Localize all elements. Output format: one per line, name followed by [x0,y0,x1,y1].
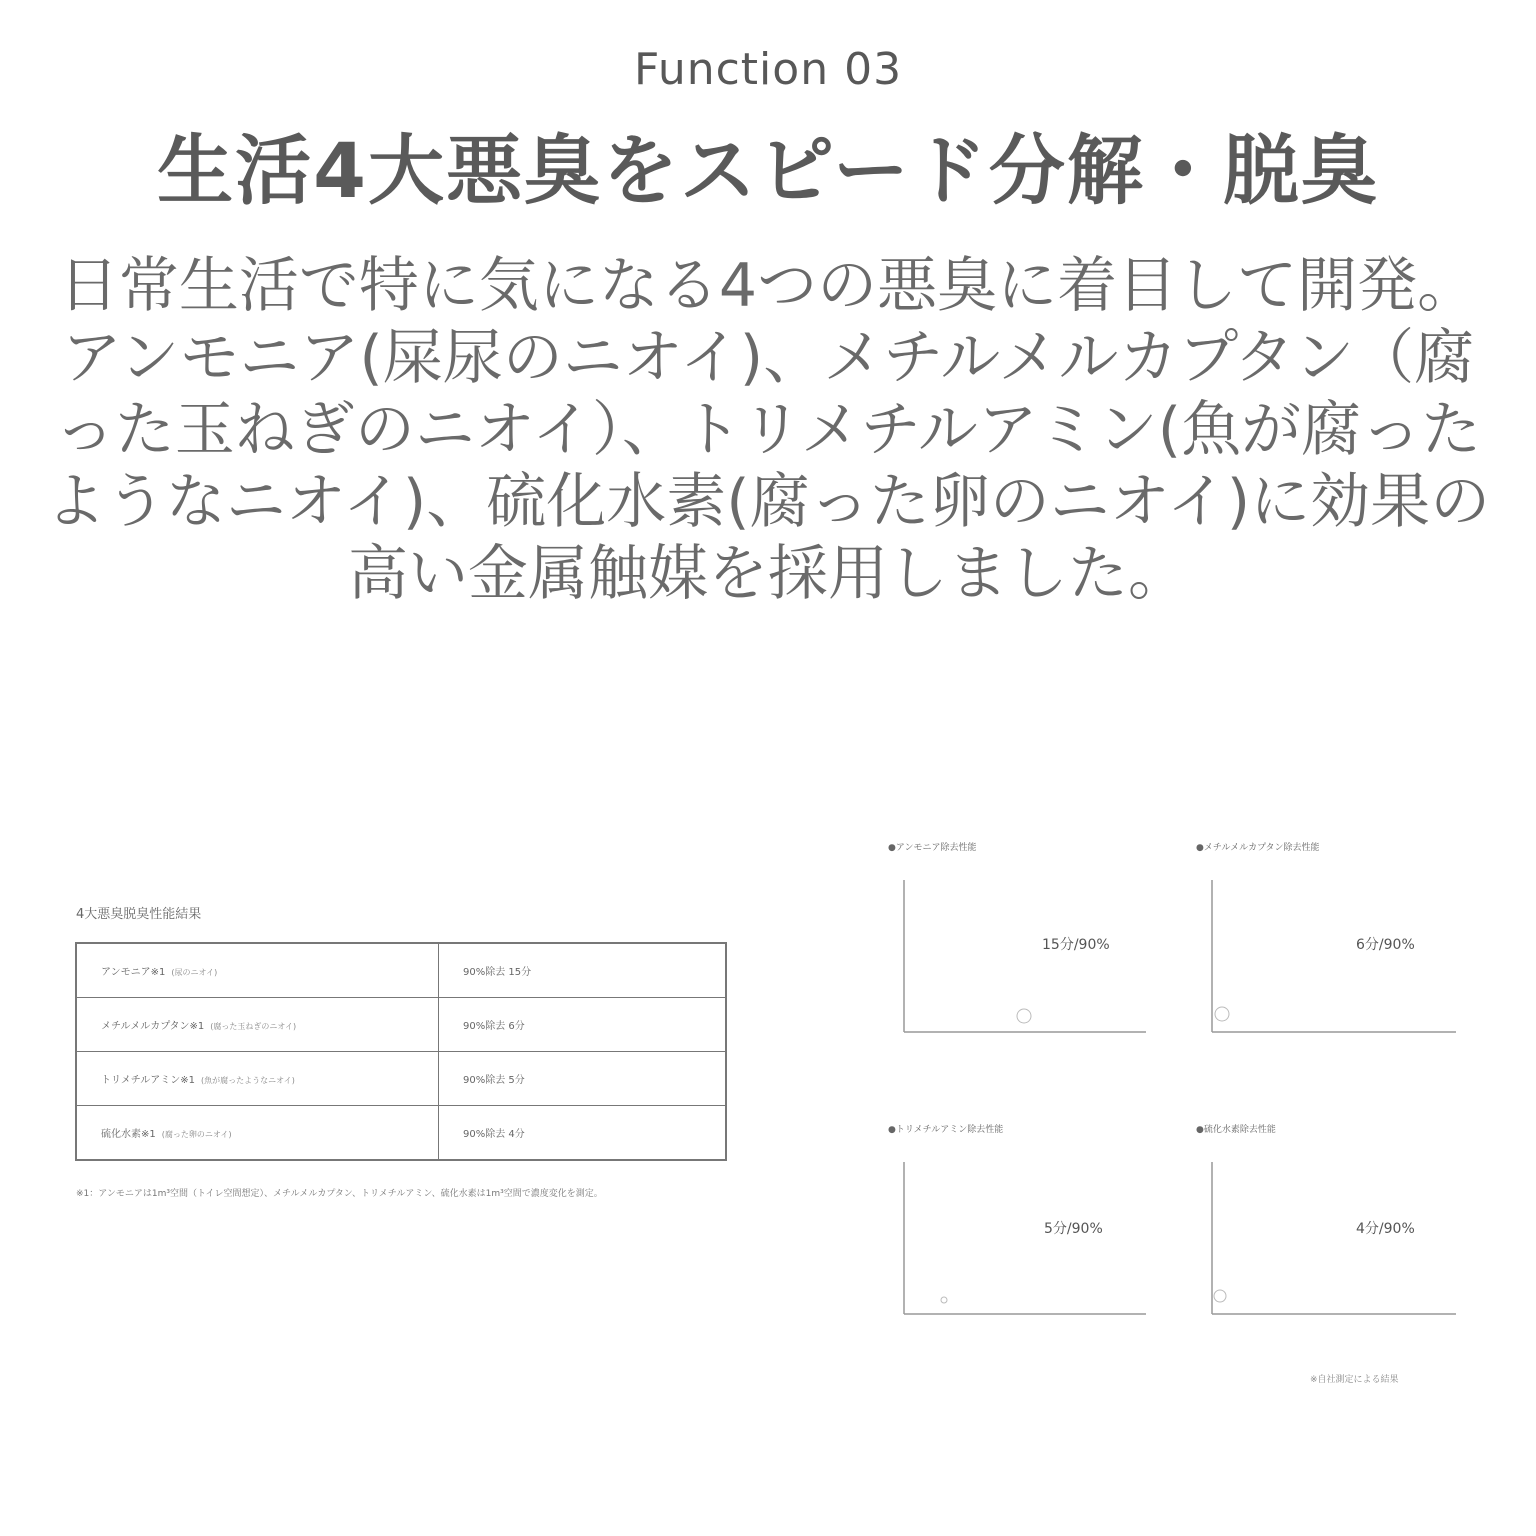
chart-title: ●トリメチルアミン除去性能 [888,1125,1004,1135]
table-row [76,1106,726,1161]
table-cell-name [76,943,439,998]
table-cell-result: 90%除去 4分 [439,1106,727,1161]
odor-note: (尿のニオイ) [171,968,218,977]
chart-value: 5分/90% [1044,1221,1103,1237]
odor-note: (腐った玉ねぎのニオイ) [210,1022,297,1031]
odor-note: (腐った卵のニオイ) [161,1130,232,1139]
chart-value: 6分/90% [1356,937,1415,953]
table-row [76,943,726,998]
odor-name: メチルメルカプタン※1 [101,1021,205,1032]
chart-value: 15分/90% [1042,937,1110,953]
chart-axes [888,1142,1158,1332]
chart-methyl-mercaptan [1196,840,1476,1050]
chart-hydrogen-sulfide [1196,1122,1476,1332]
table-cell-result: 90%除去 6分 [439,998,727,1052]
page-title: 生活4大悪臭をスピード分解・脱臭 [157,126,1379,215]
chart-title: ●メチルメルカプタン除去性能 [1196,843,1320,853]
results-table [75,942,727,1161]
table-cell-name [76,1052,439,1106]
table-cell-result: 90%除去 15分 [439,943,727,998]
odor-name: アンモニア※1 [101,967,166,978]
odor-note: (魚が腐ったようなニオイ) [201,1076,295,1085]
chart-ammonia [888,840,1168,1050]
function-label: Function 03 [633,44,903,95]
table-row [76,998,726,1052]
chart-value: 4分/90% [1356,1221,1415,1237]
table-cell-name [76,998,439,1052]
description-text: 日常生活で特に気になる4つの悪臭に着目して開発。アンモニア(屎尿のニオイ)、メチルメルカプタン（腐った玉ねぎのニオイ）、トリメチルアミン(魚が腐ったようなニオイ)、硫化水素(腐った卵のニオイ)に効果の高い金属触媒を採用しました。 [45,251,1491,609]
table-title: 4大悪臭脱臭性能結果 [76,907,202,922]
table-cell-name [76,1106,439,1161]
table-footnote: ※1：アンモニアは1m³空間（トイレ空間想定）、メチルメルカプタン、トリメチルアミン、硫化水素は1m³空間で濃度変化を測定。 [76,1189,603,1199]
table-cell-result: 90%除去 5分 [439,1052,727,1106]
odor-name: トリメチルアミン※1 [101,1075,196,1086]
chart-title: ●アンモニア除去性能 [888,843,977,853]
chart-axes [888,860,1158,1050]
chart-title: ●硫化水素除去性能 [1196,1125,1276,1135]
chart-axes [1196,860,1466,1050]
bottom-note: ※自社測定による結果 [1310,1375,1399,1385]
chart-trimethylamine [888,1122,1168,1332]
table-row [76,1052,726,1106]
chart-axes [1196,1142,1466,1332]
odor-name: 硫化水素※1 [101,1129,156,1140]
